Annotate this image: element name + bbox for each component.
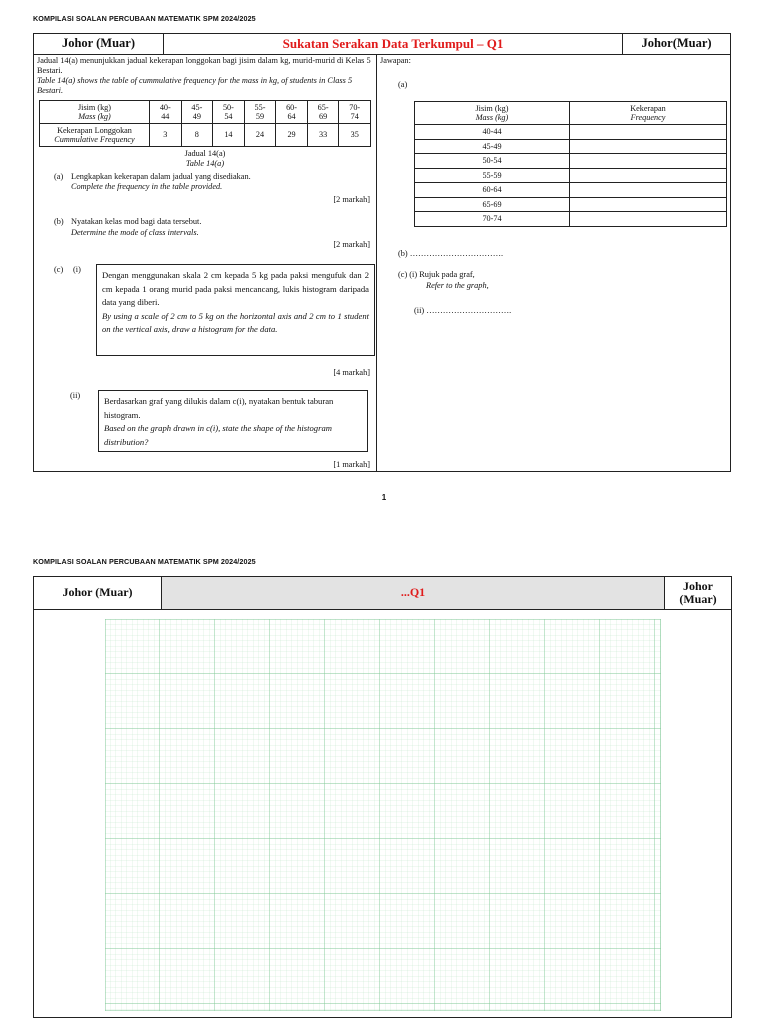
class-low: 40- [159,102,171,112]
class-high: 49 [192,112,201,121]
question-a-en: Complete the frequency in the table provided. [71,182,223,191]
cf-value: 24 [244,124,276,147]
question-frame [33,33,731,472]
class-high: 44 [161,112,170,121]
cf-value: 29 [276,124,308,147]
class-low: 45- [191,102,203,112]
graph-paper[interactable] [105,619,661,1011]
question-cii-box [98,390,368,452]
question-b-marks: [2 markah] [333,240,370,249]
answer-label: Jawapan: [380,56,411,65]
frequency-answer-table [414,101,727,227]
class-high: 59 [255,112,265,121]
page-title: Sukatan Serakan Data Terkumpul – Q1 [164,34,623,54]
cf-label-ms: Kekerapan Longgokan [57,125,132,135]
question-a-marks: [2 markah] [333,195,370,204]
ans-freq-label-ms: Kekerapan [630,103,666,113]
question-cii-en: Based on the graph drawn in c(i), state the shape of the histogram distribution? [104,423,332,447]
table-caption-en: Table 14(a) [185,159,225,168]
class-low: 65- [317,102,329,112]
ans-class: 40-44 [415,125,570,140]
question-a-number: (a) [54,172,64,181]
ans-mass-label-ms: Jisim (kg) [475,103,509,113]
region-tag-right: Johor (Muar) [679,578,717,606]
table-caption-ms: Jadual 14(a) [184,149,226,158]
cf-value: 14 [213,124,245,147]
class-low: 55- [254,102,266,112]
ans-class: 55-59 [415,168,570,183]
frequency-blank[interactable] [570,183,727,198]
cf-value: 3 [150,124,182,147]
question-cii-number: (ii) [70,391,81,400]
region-tag-left: Johor (Muar) [34,34,164,54]
question-c-number: (c) [54,265,64,274]
answer-ci-en: Refer to the graph, [426,281,489,290]
class-high: 74 [350,112,359,121]
title-bar [34,577,731,610]
intro-en: Table 14(a) shows the table of cummulative frequency for the mass in kg, of students in Class 5 Bestari. [37,76,353,95]
class-low: 70- [349,102,361,112]
question-b-number: (b) [54,217,64,226]
question-b-ms: Nyatakan kelas mod bagi data tersebut. [71,217,202,226]
intro-ms: Jadual 14(a) menunjukkan jadual kekerapan longgokan bagi jisim dalam kg, murid-murid di Kelas 5 Bestari. [37,56,371,75]
question-cii-ms: Berdasarkan graf yang dilukis dalam c(i), nyatakan bentuk taburan histogram. [104,396,334,420]
class-low: 50- [222,102,234,112]
frequency-blank[interactable] [570,212,727,227]
cumulative-frequency-table [39,100,371,147]
question-ci-box [96,264,375,356]
question-ci-en: By using a scale of 2 cm to 5 kg on the horizontal axis and 2 cm to 1 student on the vertical axis, draw a histogram for the data. [102,310,369,334]
page-number: 1 [381,493,387,502]
question-a-ms: Lengkapkan kekerapan dalam jadual yang disediakan. [71,172,251,181]
page-title: ...Q1 [162,577,665,609]
ans-class: 50-54 [415,154,570,169]
question-cii-marks: [1 markah] [333,460,370,469]
page-header: KOMPILASI SOALAN PERCUBAAN MATEMATIK SPM 2024/2025 [33,557,256,566]
cf-value: 33 [307,124,339,147]
class-high: 64 [287,112,296,121]
ans-class: 60-64 [415,183,570,198]
frequency-blank[interactable] [570,168,727,183]
cf-value: 8 [181,124,213,147]
frequency-blank[interactable] [570,139,727,154]
answer-a-number: (a) [398,80,408,89]
column-divider [376,55,377,471]
mass-label-en: Mass (kg) [78,112,111,121]
class-high: 69 [319,112,328,121]
answer-cii: (ii) …………………………. [414,306,512,315]
ans-class: 45-49 [415,139,570,154]
mass-label-ms: Jisim (kg) [78,102,111,112]
question-ci-marks: [4 markah] [333,368,370,377]
class-high: 54 [224,112,233,121]
frequency-blank[interactable] [570,197,727,212]
question-b-en: Determine the mode of class intervals. [71,228,199,237]
answer-ci-ms: (c) (i) Rujuk pada graf, [398,270,475,279]
question-ci-number: (i) [73,265,81,274]
title-bar [34,34,730,55]
frequency-blank[interactable] [570,154,727,169]
graph-frame [33,576,732,1018]
question-column [37,56,373,96]
question-ci-ms: Dengan menggunakan skala 2 cm kepada 5 kg pada paksi mengufuk dan 2 cm kepada 1 orang murid pada paksi mencancang, lukis histogram daripada data yang diberi. [102,270,369,307]
answer-b: (b) ……………………………. [398,249,504,258]
ans-freq-label-en: Frequency [630,113,666,122]
ans-class: 65-69 [415,197,570,212]
frequency-blank[interactable] [570,125,727,140]
region-tag-left: Johor (Muar) [34,577,162,609]
ans-class: 70-74 [415,212,570,227]
cf-label-en: Cummulative Frequency [54,135,135,144]
page-header: KOMPILASI SOALAN PERCUBAAN MATEMATIK SPM 2024/2025 [33,14,256,23]
region-tag-right: Johor(Muar) [641,36,712,51]
cf-value: 35 [339,124,371,147]
class-low: 60- [286,102,297,112]
ans-mass-label-en: Mass (kg) [475,113,509,122]
